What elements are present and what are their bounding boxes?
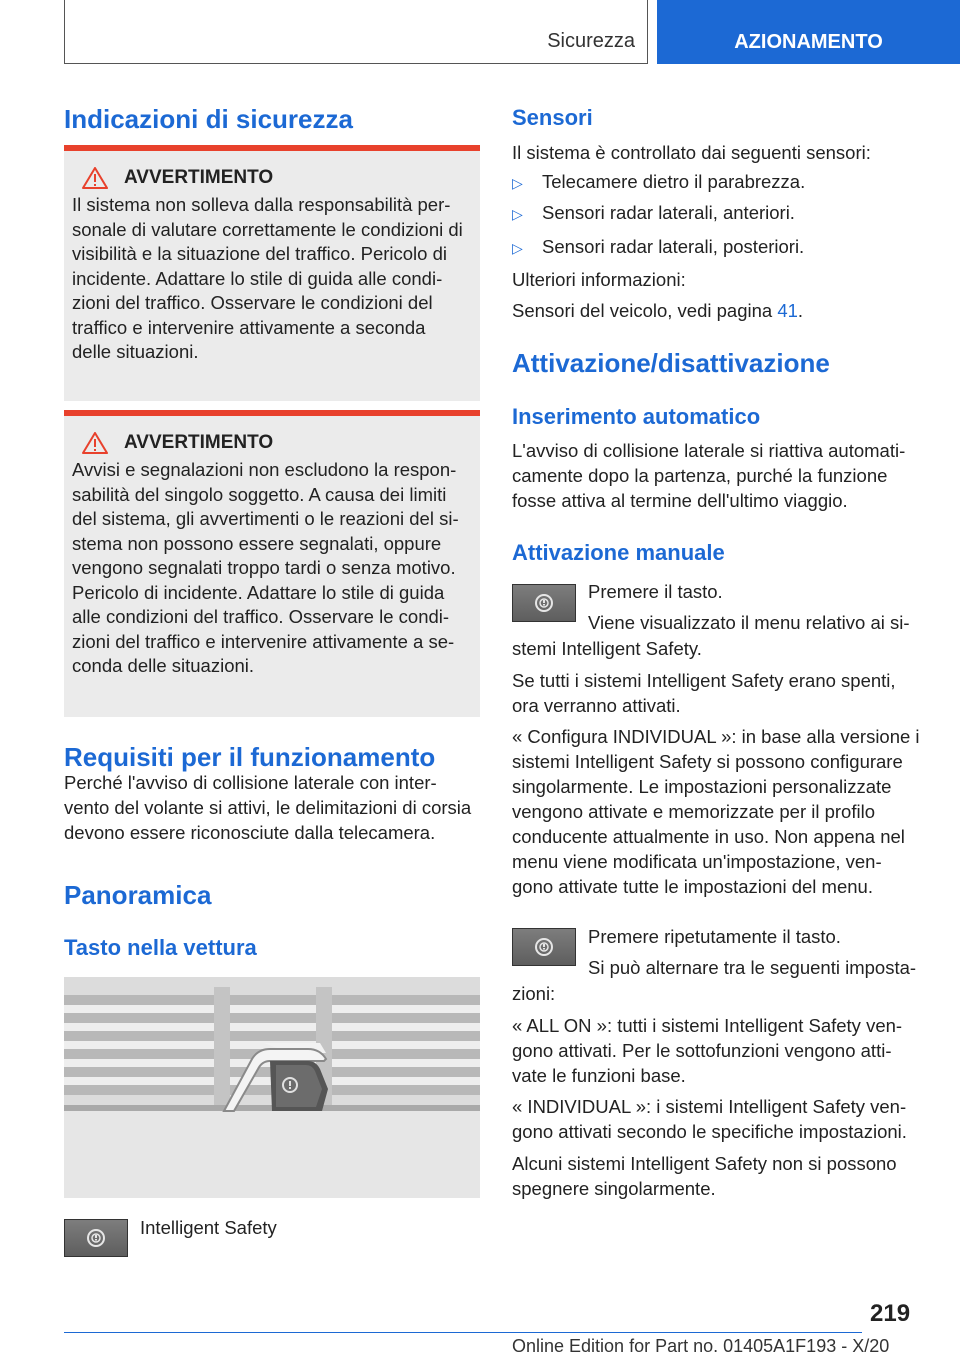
text-line: Perché l'avviso di collisione laterale con inter-: [64, 772, 437, 793]
all-off-paragraph: [512, 668, 932, 718]
warning-triangle-icon: [82, 167, 108, 189]
warning-line: Pericolo di incidente. Adattare lo stile di guida: [72, 581, 445, 603]
menu-shown-text-2: stemi Intelligent Safety.: [512, 638, 702, 659]
more-info-label: Ulteriori informazioni:: [512, 269, 686, 290]
configure-paragraph: [512, 724, 932, 899]
text-line: sistemi Intelligent Safety si possono configurare: [512, 751, 903, 772]
warning-line: vengono segnalati troppo tardi o senza motivo.: [72, 557, 456, 578]
safety-heading: Indicazioni di sicurezza: [64, 104, 353, 134]
menu-shown-text-1: Viene visualizzato il menu relativo ai si-: [588, 612, 910, 633]
auto-activation-subheading: Inserimento automatico: [512, 404, 761, 429]
warning-box-2: [64, 410, 480, 717]
warning-triangle-icon: [82, 432, 108, 454]
intelligent-safety-icon: [85, 1227, 107, 1249]
header-chapter-title: AZIONAMENTO: [734, 31, 883, 53]
text-line: vengono attivate e memorizzate per il profilo: [512, 801, 875, 822]
switch-text-2: zioni:: [512, 983, 556, 1004]
warning-line: sonale di valutare correttamente le condizioni di: [72, 218, 463, 240]
warning-line: alle condizioni del traffico. Osservare le condi-: [72, 606, 450, 627]
cross-reference-text: Sensori del veicolo, vedi pagina: [512, 300, 773, 321]
press-repeat-text: Premere ripetutamente il tasto.: [588, 926, 841, 947]
requirements-heading: Requisiti per il funzionamento: [64, 742, 436, 772]
text-line: Alcuni sistemi Intelligent Safety non si possono: [512, 1153, 897, 1174]
bullet-triangle-icon: ▷: [512, 175, 523, 191]
warning-line: Il sistema non solleva dalla responsabilità per-: [72, 194, 451, 215]
sensor-list-item: [512, 171, 805, 196]
sensor-list-item: [512, 236, 804, 261]
activation-heading: Attivazione/disattivazione: [512, 348, 830, 378]
intelligent-safety-icon: [533, 592, 555, 614]
text-line: gono attivati secondo le specifiche impostazioni.: [512, 1121, 907, 1142]
warning-title: AVVERTIMENTO: [124, 167, 274, 188]
sensors-heading: Sensori: [512, 105, 593, 130]
press-button-text: Premere il tasto.: [588, 581, 723, 602]
text-line: devono essere riconosciute dalla telecamera.: [64, 822, 436, 843]
grille-button-photo: [64, 977, 480, 1198]
text-line: vate le funzioni base.: [512, 1065, 686, 1086]
text-line: ora verranno attivati.: [512, 695, 681, 716]
text-line: gono attivati. Per le sottofunzioni vengono atti-: [512, 1040, 892, 1061]
sensor-label: Sensori radar laterali, posteriori.: [542, 236, 805, 257]
warning-line: zioni del traffico. Osservare le condizioni del: [72, 292, 433, 313]
text-line: « INDIVIDUAL »: i sistemi Intelligent Safety ven-: [512, 1096, 907, 1117]
sensor-label: Sensori radar laterali, anteriori.: [542, 202, 795, 223]
intelligent-safety-button-icon: [512, 584, 576, 622]
cross-reference-end: .: [797, 300, 804, 321]
auto-activation-paragraph: [512, 438, 932, 513]
bullet-triangle-icon: ▷: [512, 240, 523, 256]
manual-activation-subheading: Attivazione manuale: [512, 540, 725, 565]
sensor-list-item: [512, 202, 795, 227]
warning-title: AVVERTIMENTO: [124, 432, 274, 453]
warning-line: traffico e intervenire attivamente a seconda: [72, 316, 426, 338]
text-line: gono attivate tutte le impostazioni del menu.: [512, 876, 873, 897]
warning-line: delle situazioni.: [72, 341, 199, 362]
requirements-paragraph: [64, 770, 484, 845]
individual-paragraph: [512, 1094, 932, 1144]
warning-body: [72, 458, 472, 679]
text-line: spegnere singolarmente.: [512, 1178, 716, 1199]
intelligent-safety-button-icon: [64, 1219, 128, 1257]
text-line: conducente attualmente in uso. Non appena nel: [512, 826, 905, 847]
grille-photo-drawing: [64, 977, 480, 1198]
warning-line: visibilità e la situazione del traffico. Pericolo di: [72, 243, 447, 264]
button-caption: Intelligent Safety: [140, 1217, 277, 1238]
overview-heading: Panoramica: [64, 880, 212, 910]
cross-reference: [512, 298, 803, 323]
warning-box-1: [64, 145, 480, 401]
sensor-label: Telecamere dietro il parabrezza.: [542, 171, 806, 192]
bullet-triangle-icon: ▷: [512, 206, 523, 222]
text-line: « ALL ON »: tutti i sistemi Intelligent Safety ven-: [512, 1015, 903, 1036]
header-chapter-tab[interactable]: [657, 0, 960, 64]
switch-text-1: Si può alternare tra le seguenti imposta-: [588, 957, 917, 978]
header-section-title: Sicurezza: [547, 30, 635, 52]
sensors-intro: Il sistema è controllato dai seguenti sensori:: [512, 142, 871, 163]
intelligent-safety-button-icon: [512, 928, 576, 966]
cannot-off-paragraph: [512, 1151, 932, 1201]
warning-body: [72, 193, 472, 365]
text-line: menu viene modificata un'impostazione, ven-: [512, 851, 882, 872]
text-line: Se tutti i sistemi Intelligent Safety erano spenti,: [512, 670, 896, 691]
text-line: fosse attiva al termine dell'ultimo viaggio.: [512, 490, 848, 511]
text-line: camente dopo la partenza, purché la funzione: [512, 465, 888, 486]
text-line: vento del volante si attivi, le delimitazioni di corsia: [64, 797, 472, 818]
header-section-box: [64, 0, 648, 64]
button-in-car-subheading: Tasto nella vettura: [64, 935, 257, 960]
page-link[interactable]: 41: [777, 300, 798, 321]
warning-line: zioni del traffico e intervenire attivamente a se-: [72, 630, 455, 652]
warning-line: del sistema, gli avvertimenti o le reazioni del si-: [72, 508, 459, 529]
warning-line: incidente. Adattare lo stile di guida alle condi-: [72, 267, 443, 289]
warning-line: sabilità del singolo soggetto. A causa dei limiti: [72, 483, 447, 505]
all-on-paragraph: [512, 1013, 932, 1088]
page-number: 219: [870, 1300, 911, 1327]
text-line: L'avviso di collisione laterale si riattiva automati-: [512, 440, 906, 461]
warning-line: stema non possono essere segnalati, oppure: [72, 532, 442, 554]
intelligent-safety-icon: [533, 936, 555, 958]
edition-text: Online Edition for Part no. 01405A1F193 - X/20: [512, 1336, 890, 1356]
text-line: singolarmente. Le impostazioni personalizzate: [512, 776, 892, 797]
warning-line: conda delle situazioni.: [72, 655, 255, 676]
warning-line: Avvisi e segnalazioni non escludono la respon-: [72, 459, 457, 480]
text-line: « Configura INDIVIDUAL »: in base alla versione i: [512, 726, 920, 747]
footer-divider: [64, 1332, 862, 1333]
